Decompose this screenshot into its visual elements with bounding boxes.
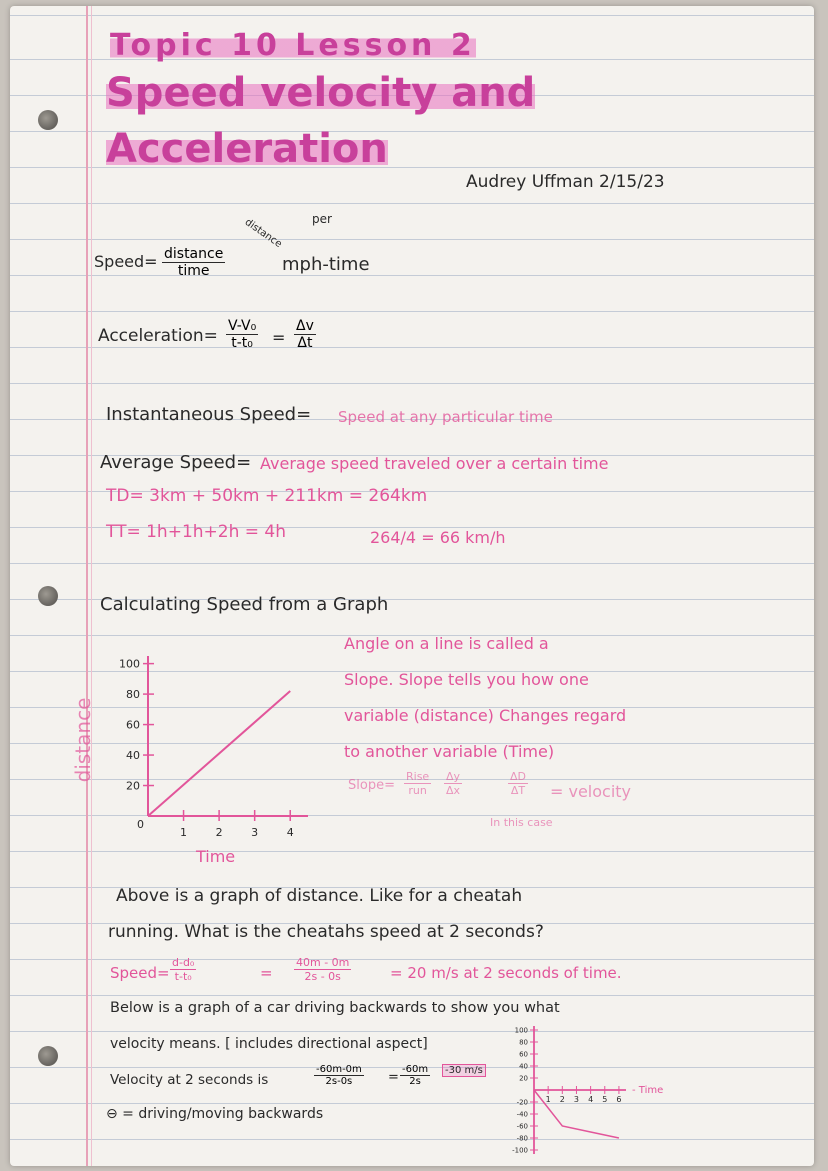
acceleration-fraction: $\frac{\text{V-V₀}}{\text{t-t₀}}$ xyxy=(228,318,257,351)
binder-hole-top xyxy=(38,110,58,130)
dy-dx-fraction: $\frac{\Delta y}{\Delta x}$ xyxy=(446,770,461,797)
slope-result: = velocity xyxy=(550,782,632,801)
binder-hole-middle xyxy=(38,586,58,606)
below-line-1: Below is a graph of a car driving backwards to show you what xyxy=(110,1000,560,1016)
x-tick-label: 3 xyxy=(251,826,259,839)
y-tick-label: 100 xyxy=(119,657,140,671)
total-distance: TD= 3km + 50km + 211km = 264km xyxy=(106,486,428,506)
in-this-case: In this case xyxy=(490,816,553,829)
y-tick-label: 20 xyxy=(519,1074,528,1083)
total-time: TT= 1h+1h+2h = 4h xyxy=(106,522,287,542)
x-tick-label: 3 xyxy=(573,1095,580,1104)
y-tick-label: 80 xyxy=(519,1038,528,1047)
speed-denominator: time xyxy=(177,263,210,279)
author-date: Audrey Uffman 2/15/23 xyxy=(466,172,665,192)
slope-formula-label: Slope= xyxy=(348,778,395,793)
below-line-2: velocity means. [ includes directional aspect] xyxy=(110,1036,428,1052)
y-tick-label: 40 xyxy=(519,1062,528,1071)
y-axis-label: distance xyxy=(71,697,95,783)
x-axis-label: - Time xyxy=(632,1085,664,1096)
velocity-time-chart xyxy=(494,1022,694,1158)
binder-hole-bottom xyxy=(38,1046,58,1066)
y-tick-label: -60 xyxy=(516,1122,528,1131)
velocity-equals: = xyxy=(388,1070,399,1085)
velocity-work-label: Velocity at 2 seconds is xyxy=(110,1072,269,1088)
y-tick-label: -20 xyxy=(516,1098,528,1107)
distance-note: distance xyxy=(242,216,284,251)
origin-label: 0 xyxy=(137,818,144,831)
average-result: 264/4 = 66 km/h xyxy=(370,528,506,547)
y-tick-label: 60 xyxy=(126,718,140,732)
y-tick-label: -80 xyxy=(516,1134,528,1143)
margin-line xyxy=(86,6,88,1166)
velocity-fraction: $\frac{-60m-0m}{2s-0s}$ xyxy=(316,1064,362,1087)
x-tick-label: 2 xyxy=(215,826,223,839)
d-fraction: $\frac{\text{d-d₀}}{\text{t-t₀}}$ xyxy=(172,956,195,983)
topic-heading: Topic 10 Lesson 2 xyxy=(110,28,476,63)
notebook-page xyxy=(10,6,814,1166)
average-text: Average speed traveled over a certain time xyxy=(260,454,609,473)
instantaneous-label: Instantaneous Speed= xyxy=(106,404,312,425)
x-axis-label: Time xyxy=(195,847,236,866)
per-note: per xyxy=(312,212,332,226)
mph-time: mph-time xyxy=(282,254,370,275)
dd-dt-fraction: $\frac{\Delta D}{\Delta T}$ xyxy=(510,770,526,797)
y-tick-label: 60 xyxy=(519,1050,528,1059)
x-tick-label: 6 xyxy=(616,1095,622,1104)
speed-work-label: Speed= xyxy=(110,964,170,982)
y-tick-label: 100 xyxy=(514,1026,528,1035)
y-tick-label: 40 xyxy=(126,749,140,763)
y-tick-label: -100 xyxy=(512,1146,528,1155)
acceleration-equals: = xyxy=(272,328,286,347)
graph-heading: Calculating Speed from a Graph xyxy=(100,594,389,615)
speed-answer: = 20 m/s at 2 seconds of time. xyxy=(390,964,622,982)
x-tick-label: 2 xyxy=(559,1095,565,1104)
y-tick-label: 80 xyxy=(126,688,140,702)
x-tick-label: 4 xyxy=(286,826,294,839)
slope-note-2: Slope. Slope tells you how one xyxy=(344,670,589,689)
slope-note-4: to another variable (Time) xyxy=(344,742,555,761)
speed-numerator: distance xyxy=(164,246,224,262)
slope-note-1: Angle on a line is called a xyxy=(344,634,549,653)
velocity-fraction-2: $\frac{-60m}{2s}$ xyxy=(402,1064,429,1087)
minus-note: ⊖ = driving/moving backwards xyxy=(106,1106,324,1122)
speed-work-equals: = xyxy=(260,964,273,982)
x-tick-label: 5 xyxy=(602,1095,608,1104)
x-tick-label: 1 xyxy=(180,826,188,839)
instantaneous-text: Speed at any particular time xyxy=(338,408,553,426)
numbers-fraction: $\frac{40m - 0m}{2s - 0s}$ xyxy=(296,956,350,983)
speed-label: Speed= xyxy=(94,252,158,271)
question-line-2: running. What is the cheatahs speed at 2 seconds? xyxy=(108,922,544,942)
delta-fraction: $\frac{\Delta v}{\Delta t}$ xyxy=(296,318,314,351)
rise-run-fraction: Rise run xyxy=(406,770,430,797)
velocity-answer-box: -30 m/s xyxy=(442,1064,486,1077)
distance-time-chart xyxy=(60,642,320,882)
distance-series-line xyxy=(148,691,290,816)
average-label: Average Speed= xyxy=(100,452,252,473)
speed-fraction xyxy=(162,246,225,279)
slope-note-3: variable (distance) Changes regard xyxy=(344,706,627,725)
y-tick-label: -40 xyxy=(516,1110,528,1119)
title-line-2: Acceleration xyxy=(106,126,388,172)
question-line-1: Above is a graph of distance. Like for a cheatah xyxy=(116,886,523,906)
y-tick-label: 20 xyxy=(126,779,140,793)
x-tick-label: 4 xyxy=(588,1095,594,1104)
x-tick-label: 1 xyxy=(545,1095,551,1104)
title-line-1: Speed velocity and xyxy=(106,70,536,116)
margin-line-inner xyxy=(91,6,92,1166)
acceleration-label: Acceleration= xyxy=(98,326,218,346)
